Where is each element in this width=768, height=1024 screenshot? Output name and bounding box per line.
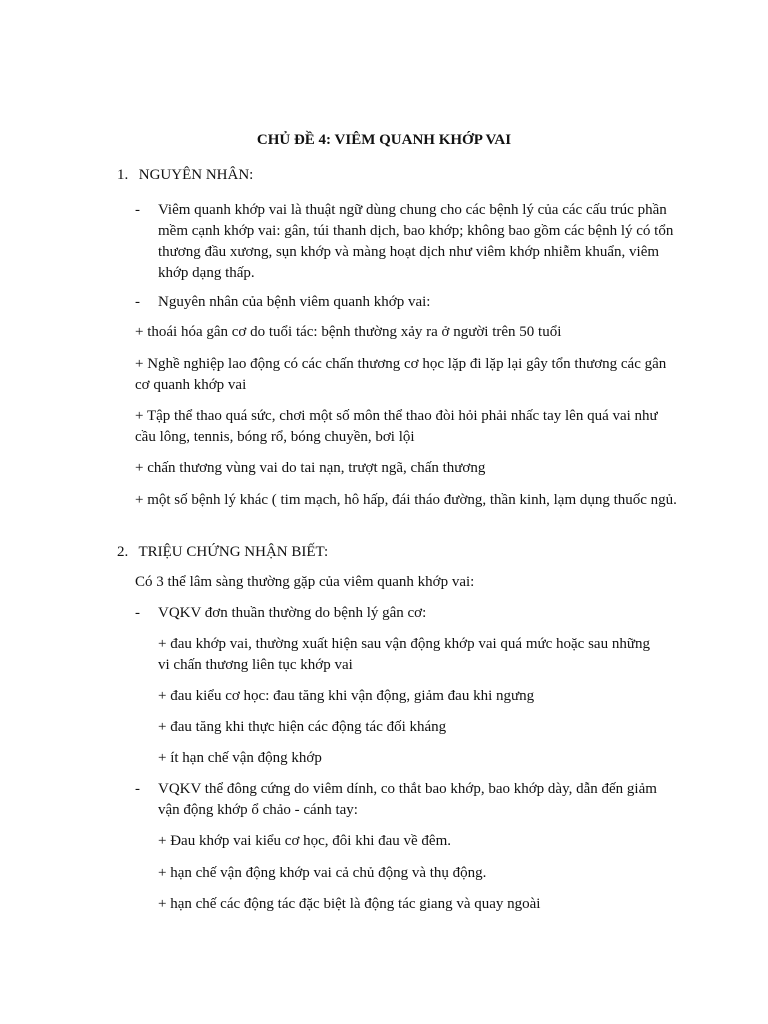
symptom-item: + hạn chế các động tác đặc biệt là động tác giang và quay ngoài: [158, 896, 541, 912]
section-title: TRIỆU CHỨNG NHẬN BIẾT:: [138, 544, 329, 560]
cause-item: + thoái hóa gân cơ do tuổi tác: bệnh thường xảy ra ở người trên 50 tuổi: [135, 324, 562, 340]
paragraph-text: Viêm quanh khớp vai là thuật ngữ dùng chung cho các bệnh lý của các cấu trúc phần mềm cạnh khớp vai: gân, túi thanh dịch, bao khớp; không bao gồm các bệnh lý có tổn thương đầu xương, sụn khớp và màng hoạt dịch như viêm khớp nhiễm khuẩn, viêm khớp dạng thấp.: [158, 202, 674, 281]
section-title: NGUYÊN NHÂN:: [138, 167, 254, 183]
dash-marker: -: [135, 294, 140, 310]
list-item: [135, 779, 695, 821]
cause-item: + Tập thể thao quá sức, chơi một số môn thể thao đòi hỏi phải nhấc tay lên quá vai như cầu lông, tennis, bóng rổ, bóng chuyền, bơi lội: [135, 408, 658, 445]
section-heading-causes: [117, 165, 253, 186]
section-number: 2.: [117, 544, 129, 560]
dash-marker: -: [135, 781, 140, 797]
cause-item: + chấn thương vùng vai do tai nạn, trượt ngã, chấn thương: [135, 460, 486, 476]
symptom-item: + Đau khớp vai kiểu cơ học, đôi khi đau về đêm.: [158, 833, 452, 849]
paragraph-text: VQKV đơn thuần thường do bệnh lý gân cơ:: [158, 605, 427, 621]
dash-marker: -: [135, 202, 140, 218]
intro-text: Có 3 thể lâm sàng thường gặp của viêm quanh khớp vai:: [135, 574, 475, 590]
cause-item: + một số bệnh lý khác ( tim mạch, hô hấp, đái tháo đường, thần kinh, lạm dụng thuốc ngủ.: [135, 492, 677, 508]
symptom-item: + đau tăng khi thực hiện các động tác đối kháng: [158, 719, 447, 735]
list-item: [135, 603, 695, 624]
symptom-item: + hạn chế vận động khớp vai cả chủ động và thụ động.: [158, 865, 487, 881]
section-heading-symptoms: [117, 542, 328, 563]
section-number: 1.: [117, 167, 129, 183]
document-title: CHỦ ĐỀ 4: VIÊM QUANH KHỚP VAI: [256, 132, 512, 148]
list-item: [135, 200, 695, 284]
paragraph-text: VQKV thể đông cứng do viêm dính, co thắt bao khớp, bao khớp dày, dẫn đến giảm vận động khớp ổ chảo - cánh tay:: [158, 781, 657, 818]
symptom-item: + đau khớp vai, thường xuất hiện sau vận động khớp vai quá mức hoặc sau những vi chấn thương liên tục khớp vai: [158, 636, 650, 673]
list-item: [135, 292, 695, 313]
dash-marker: -: [135, 605, 140, 621]
symptom-item: + ít hạn chế vận động khớp: [158, 750, 322, 766]
cause-item: + Nghề nghiệp lao động có các chấn thương cơ học lặp đi lặp lại gây tổn thương các gân cơ quanh khớp vai: [135, 356, 667, 393]
symptom-item: + đau kiểu cơ học: đau tăng khi vận động, giảm đau khi ngưng: [158, 688, 535, 704]
paragraph-text: Nguyên nhân của bệnh viêm quanh khớp vai:: [158, 294, 431, 310]
